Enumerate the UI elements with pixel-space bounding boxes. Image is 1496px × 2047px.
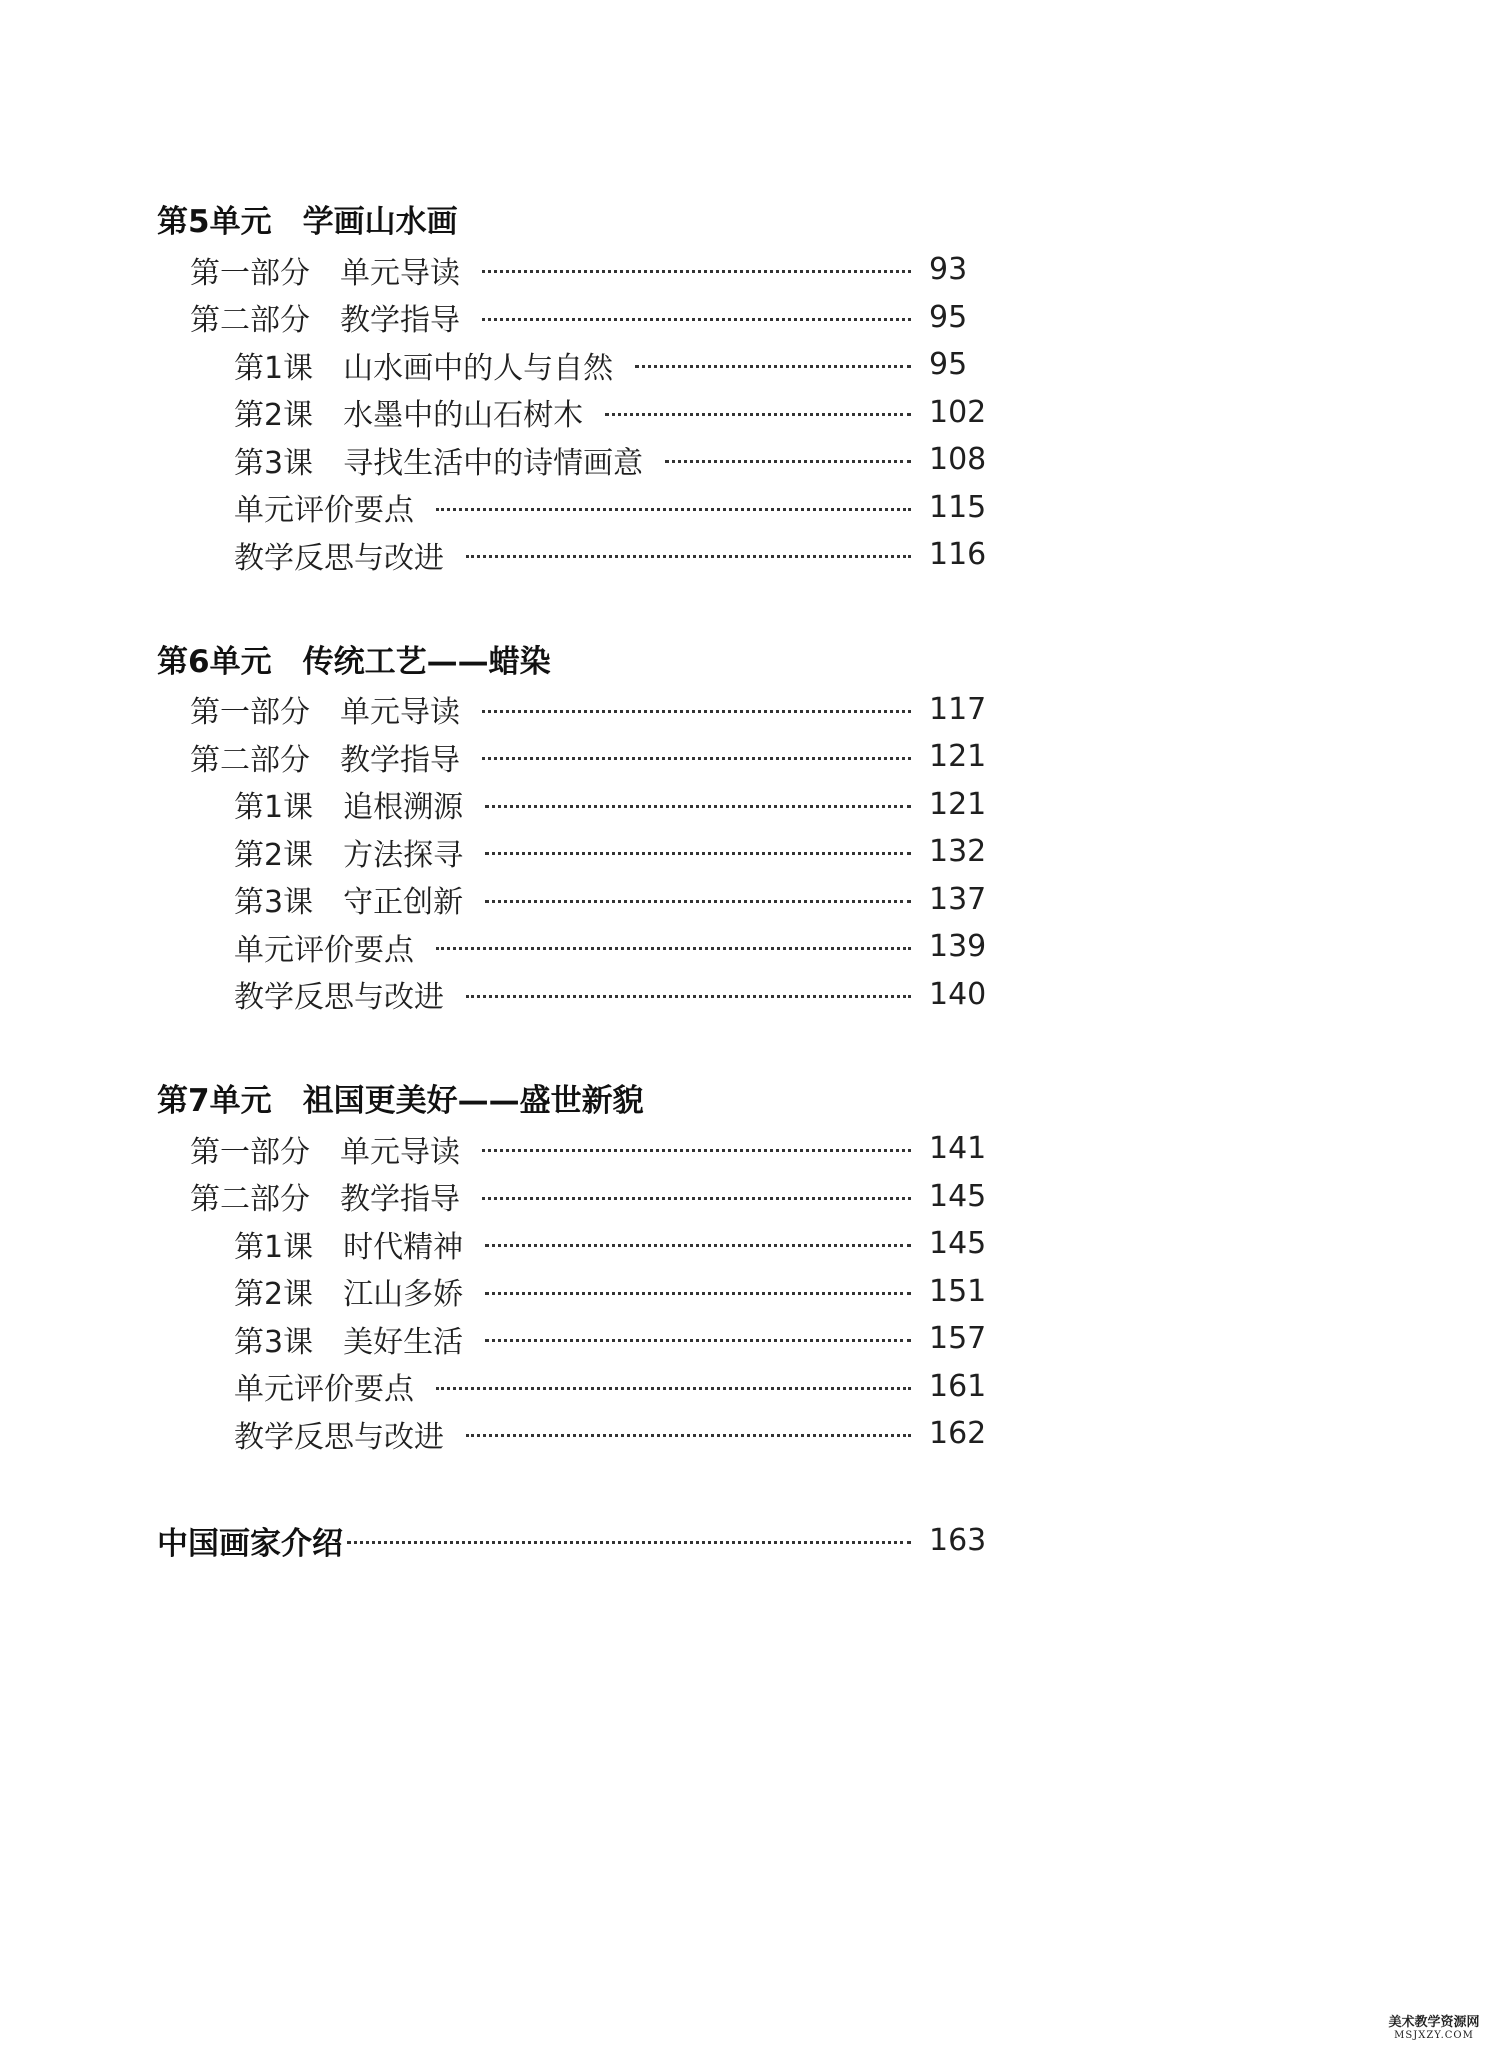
dot-leader xyxy=(485,1339,911,1342)
entry-page: 161 xyxy=(929,1368,987,1404)
unit-title: 第6单元 传统工艺——蜡染 xyxy=(157,643,551,680)
toc-entry[interactable] xyxy=(157,389,1007,437)
dot-leader xyxy=(635,365,911,368)
entry-label: 单元评价要点 xyxy=(234,1372,414,1408)
watermark-text: 美术教学资源网 xyxy=(1388,2014,1480,2030)
toc-entry[interactable] xyxy=(157,1125,1007,1173)
toc-entry[interactable] xyxy=(157,1363,1007,1411)
entry-page: 93 xyxy=(929,252,968,288)
dot-leader xyxy=(436,947,911,950)
unit-6 xyxy=(157,638,1007,1019)
dot-leader xyxy=(482,1197,911,1200)
site-watermark xyxy=(1380,2016,1488,2041)
dot-leader xyxy=(482,1149,911,1152)
entry-label: 第2课 水墨中的山石树木 xyxy=(234,398,584,434)
entry-label: 第2课 江山多娇 xyxy=(234,1277,464,1313)
entry-page: 121 xyxy=(929,739,987,775)
dot-leader xyxy=(485,900,911,903)
dot-leader xyxy=(482,270,911,273)
entry-label: 第3课 寻找生活中的诗情画意 xyxy=(234,445,644,481)
toc-entry[interactable] xyxy=(157,828,1007,876)
entry-page: 157 xyxy=(929,1321,987,1357)
entry-label: 单元评价要点 xyxy=(234,932,414,968)
toc-entry[interactable] xyxy=(157,1220,1007,1268)
toc-entry[interactable] xyxy=(157,876,1007,924)
dot-leader xyxy=(485,1292,911,1295)
entry-page: 145 xyxy=(929,1178,987,1214)
entry-label: 第二部分 教学指导 xyxy=(190,742,460,778)
entry-label: 第1课 时代精神 xyxy=(234,1229,464,1265)
toc-entry[interactable] xyxy=(157,294,1007,342)
dot-leader xyxy=(485,1244,911,1247)
toc-entry[interactable] xyxy=(157,436,1007,484)
entry-page: 139 xyxy=(929,929,987,965)
entry-label: 第一部分 单元导读 xyxy=(190,1134,460,1170)
entry-label: 第一部分 单元导读 xyxy=(190,695,460,731)
unit-5 xyxy=(157,198,1007,579)
entry-page: 137 xyxy=(929,881,987,917)
table-of-contents xyxy=(157,198,1007,1565)
toc-entry[interactable] xyxy=(157,246,1007,294)
toc-entry[interactable] xyxy=(157,1268,1007,1316)
toc-entry[interactable] xyxy=(157,1410,1007,1458)
dot-leader xyxy=(665,460,911,463)
dot-leader xyxy=(482,318,911,321)
toc-entry[interactable] xyxy=(157,341,1007,389)
entry-page: 140 xyxy=(929,976,987,1012)
dot-leader xyxy=(466,995,911,998)
entry-page: 141 xyxy=(929,1131,987,1167)
unit-7 xyxy=(157,1077,1007,1458)
appendix-entry[interactable] xyxy=(157,1517,1007,1565)
watermark-domain: MSJXZY.COM xyxy=(1394,2030,1474,2041)
entry-page: 132 xyxy=(929,834,987,870)
entry-page: 121 xyxy=(929,786,987,822)
dot-leader xyxy=(436,1387,911,1390)
appendix-label: 中国画家介绍 xyxy=(157,1526,343,1562)
unit-title: 第7单元 祖国更美好——盛世新貌 xyxy=(157,1083,644,1119)
toc-entry[interactable] xyxy=(157,781,1007,829)
entry-page: 145 xyxy=(929,1226,987,1262)
toc-entry[interactable] xyxy=(157,923,1007,971)
entry-label: 第1课 山水画中的人与自然 xyxy=(234,350,614,386)
dot-leader xyxy=(482,757,911,760)
dot-leader xyxy=(436,508,911,511)
entry-label: 第2课 方法探寻 xyxy=(234,837,464,873)
dot-leader xyxy=(466,1434,911,1437)
entry-label: 第3课 美好生活 xyxy=(234,1324,464,1360)
toc-entry[interactable] xyxy=(157,1315,1007,1363)
entry-page: 108 xyxy=(929,442,987,478)
entry-page: 95 xyxy=(929,347,968,383)
dot-leader xyxy=(482,710,911,713)
entry-label: 第3课 守正创新 xyxy=(234,885,464,921)
dot-leader xyxy=(485,805,911,808)
unit-title: 第5单元 学画山水画 xyxy=(157,204,458,240)
entry-label: 第一部分 单元导读 xyxy=(190,255,460,291)
entry-label: 第二部分 教学指导 xyxy=(190,1182,460,1218)
toc-entry[interactable] xyxy=(157,531,1007,579)
toc-entry[interactable] xyxy=(157,686,1007,734)
entry-label: 教学反思与改进 xyxy=(234,980,444,1016)
dot-leader xyxy=(605,413,911,416)
entry-label: 单元评价要点 xyxy=(234,493,414,529)
entry-label: 第1课 追根溯源 xyxy=(234,790,464,826)
toc-entry[interactable] xyxy=(157,733,1007,781)
dot-leader xyxy=(466,555,911,558)
entry-page: 116 xyxy=(929,537,987,573)
entry-page: 117 xyxy=(929,691,987,727)
entry-page: 151 xyxy=(929,1273,987,1309)
entry-page: 102 xyxy=(929,394,987,430)
appendix-page: 163 xyxy=(929,1523,987,1558)
dot-leader xyxy=(347,1541,911,1544)
entry-label: 教学反思与改进 xyxy=(234,540,444,576)
entry-label: 第二部分 教学指导 xyxy=(190,303,460,339)
entry-label: 教学反思与改进 xyxy=(234,1419,444,1455)
toc-entry[interactable] xyxy=(157,1173,1007,1221)
entry-page: 162 xyxy=(929,1416,987,1452)
toc-entry[interactable] xyxy=(157,971,1007,1019)
entry-page: 115 xyxy=(929,489,987,525)
entry-page: 95 xyxy=(929,299,968,335)
dot-leader xyxy=(485,852,911,855)
toc-entry[interactable] xyxy=(157,484,1007,532)
